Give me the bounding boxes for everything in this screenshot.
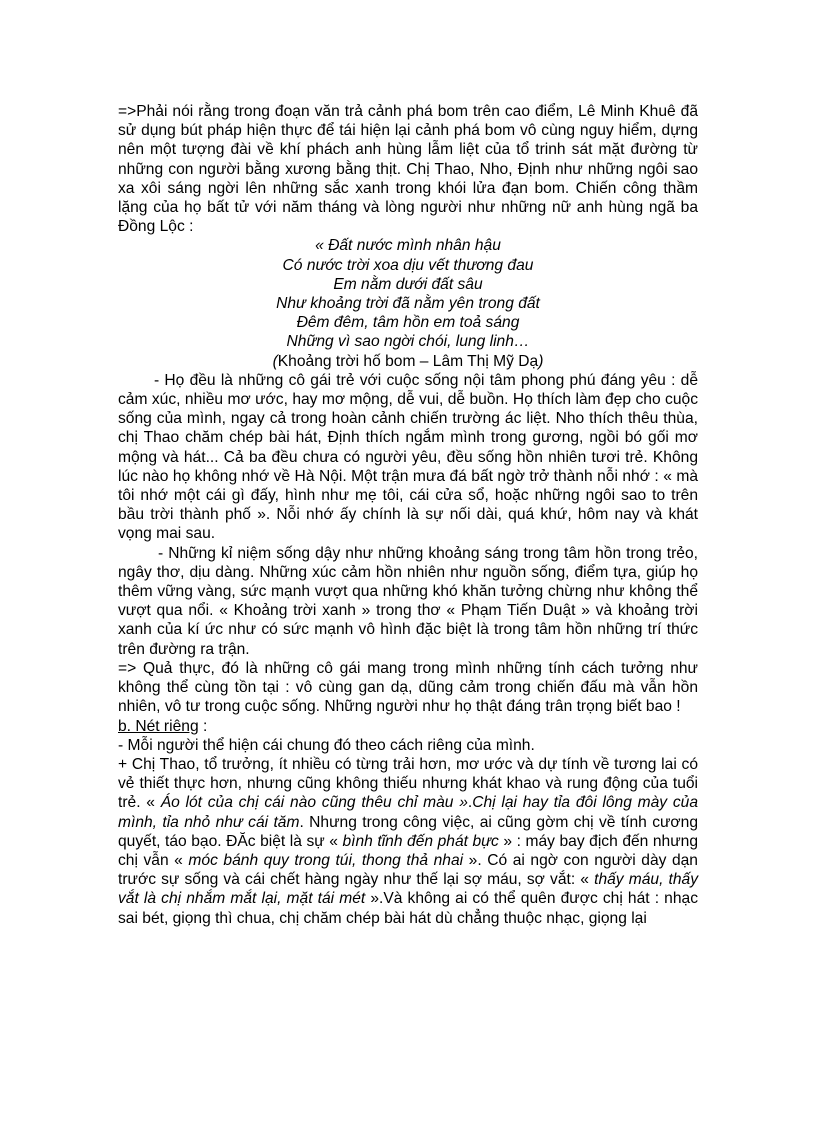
text-run: » : máy bay địch đến nhưng chị vẫn « bbox=[118, 832, 699, 869]
paragraph-memories: - Những kỉ niệm sống dậy như những khoảng sáng trong tâm hồn trong trẻo, ngây thơ, dịu dàng. Những xúc cảm hồn nhiên như nguồn sống, điểm tựa, giúp họ thêm vững vàng, sức mạnh vượt qua những khó khăn tưởng chừng như không thể vượt qua nổi. « Khoảng trời xanh » trong thơ « Phạm Tiến Duật » và khoảng trời xanh của kí ức như có sức mạnh vô hình đặc biệt là trong tâm hồn những trí thức trên đường ra trận. bbox=[118, 544, 698, 658]
text-run: ». Có ai ngờ con người dày dạn trước sự sống và cái chết hàng ngày như thế lại sợ máu, sợ vắt: « bbox=[118, 851, 698, 889]
poem-line-3: Em nằm dưới đất sâu bbox=[333, 275, 483, 293]
quote-italic: bình tĩnh đến phát bực bbox=[342, 832, 499, 850]
poem-source-close: ) bbox=[538, 352, 544, 370]
paragraph-conclusion-girls: => Quả thực, đó là những cô gái mang trong mình những tính cách tưởng như không thể cùng tồn tại : vô cùng gan dạ, dũng cảm trong chiến đấu mà vẫn hồn nhiên, vô tư trong cuộc sống. Những người như họ thật đáng trân trọng biết bao ! bbox=[118, 659, 698, 716]
poem-line-5: Đêm đêm, tâm hồn em toả sáng bbox=[296, 314, 520, 332]
section-heading-b-label: b. Nét riêng bbox=[118, 717, 199, 735]
quote-italic: Chị lại hay tỉa đôi lông mày của mình, tỉa nhỏ như cái tăm bbox=[118, 794, 698, 831]
poem-quote bbox=[118, 236, 698, 351]
document-body bbox=[118, 102, 698, 928]
text-run: . bbox=[467, 794, 473, 812]
poem-line-2: Có nước trời xoa dịu vết thương đau bbox=[282, 256, 534, 274]
section-heading-b bbox=[118, 717, 698, 736]
text-run: . Nhưng trong công việc, ai cũng gờm chị về tính cương quyết, táo bạo. ĐĂc biệt là sự « bbox=[118, 813, 698, 850]
paragraph-individuality: - Mỗi người thể hiện cái chung đó theo cách riêng của mình. bbox=[118, 736, 535, 754]
poem-source bbox=[118, 352, 698, 371]
quote-italic: thấy máu, thấy vắt là chị nhắm mắt lại, mặt tái mét bbox=[118, 871, 699, 908]
poem-line-6: Những vì sao ngời chói, lung linh… bbox=[286, 333, 530, 351]
paragraph-inner-life: - Họ đều là những cô gái trẻ với cuộc sống nội tâm phong phú đáng yêu : dễ cảm xúc, nhiều mơ ước, hay mơ mộng, dễ vui, dễ buồn. Họ thích làm đẹp cho cuộc sống của mình, ngay cả trong hoàn cảnh chiến trường ác liệt. Nho thích thêu thùa, chị Thao chăm chép bài hát, Định thích ngắm mình trong gương, ngồi bó gối mơ mộng và hát... Cả ba đều chưa có người yêu, đều sống hồn nhiên tươi trẻ. Không lúc nào họ không nhớ về Hà Nội. Một trận mưa đá bất ngờ trở thành nỗi nhớ : « mà tôi nhớ một cái gì đấy, hình như mẹ tôi, cái cửa sổ, hoặc những ngôi sao to trên bầu trời thành phố ». Nỗi nhớ ấy chính là sự nối dài, quá khứ, hôm nay và khát vọng mai sau. bbox=[118, 371, 698, 543]
section-heading-b-suffix: : bbox=[198, 717, 208, 735]
text-run: + Chị Thao, tổ trưởng, ít nhiều có từng trải hơn, mơ ước và dự tính về tương lai có vẻ thiết thực hơn, nhưng cũng không thiếu nhưng khát khao và rung động của tuổi trẻ. « bbox=[118, 755, 698, 812]
paragraph-chi-thao bbox=[118, 755, 698, 928]
poem-line-4: Như khoảng trời đã nằm yên trong đất bbox=[276, 295, 540, 313]
quote-italic: móc bánh quy trong túi, thong thả nhai bbox=[188, 851, 464, 869]
paragraph-conclusion-bombing: =>Phải nói rằng trong đoạn văn trả cảnh phá bom trên cao điểm, Lê Minh Khuê đã sử dụng bút pháp hiện thực để tái hiện lại cảnh phá bom vô cùng nguy hiểm, dựng nên một tượng đài về khí phách anh hùng lẫm liệt của tổ trinh sát mặt đường từ những con người bằng xương bằng thịt. Chị Thao, Nho, Định như những ngôi sao xa xôi sáng ngời lên những sắc xanh trong khói lửa đạn bom. Chiến công thầm lặng của họ bất tử với năm tháng và lòng người như những nữ anh hùng ngã ba Đồng Lộc : bbox=[118, 103, 698, 236]
text-run: ».Và không ai có thể quên được chị hát : nhạc sai bét, giọng thì chua, chị chăm chép bài hát dù chẳng thuộc nhạc, giọng lại bbox=[118, 890, 698, 927]
poem-line-1: « Đất nước mình nhân hậu bbox=[315, 237, 501, 255]
poem-source-open: ( bbox=[272, 352, 278, 370]
quote-italic: Áo lót của chị cái nào cũng thêu chỉ màu » bbox=[160, 794, 468, 812]
poem-source-text: Khoảng trời hố bom – Lâm Thị Mỹ Dạ bbox=[277, 352, 539, 370]
